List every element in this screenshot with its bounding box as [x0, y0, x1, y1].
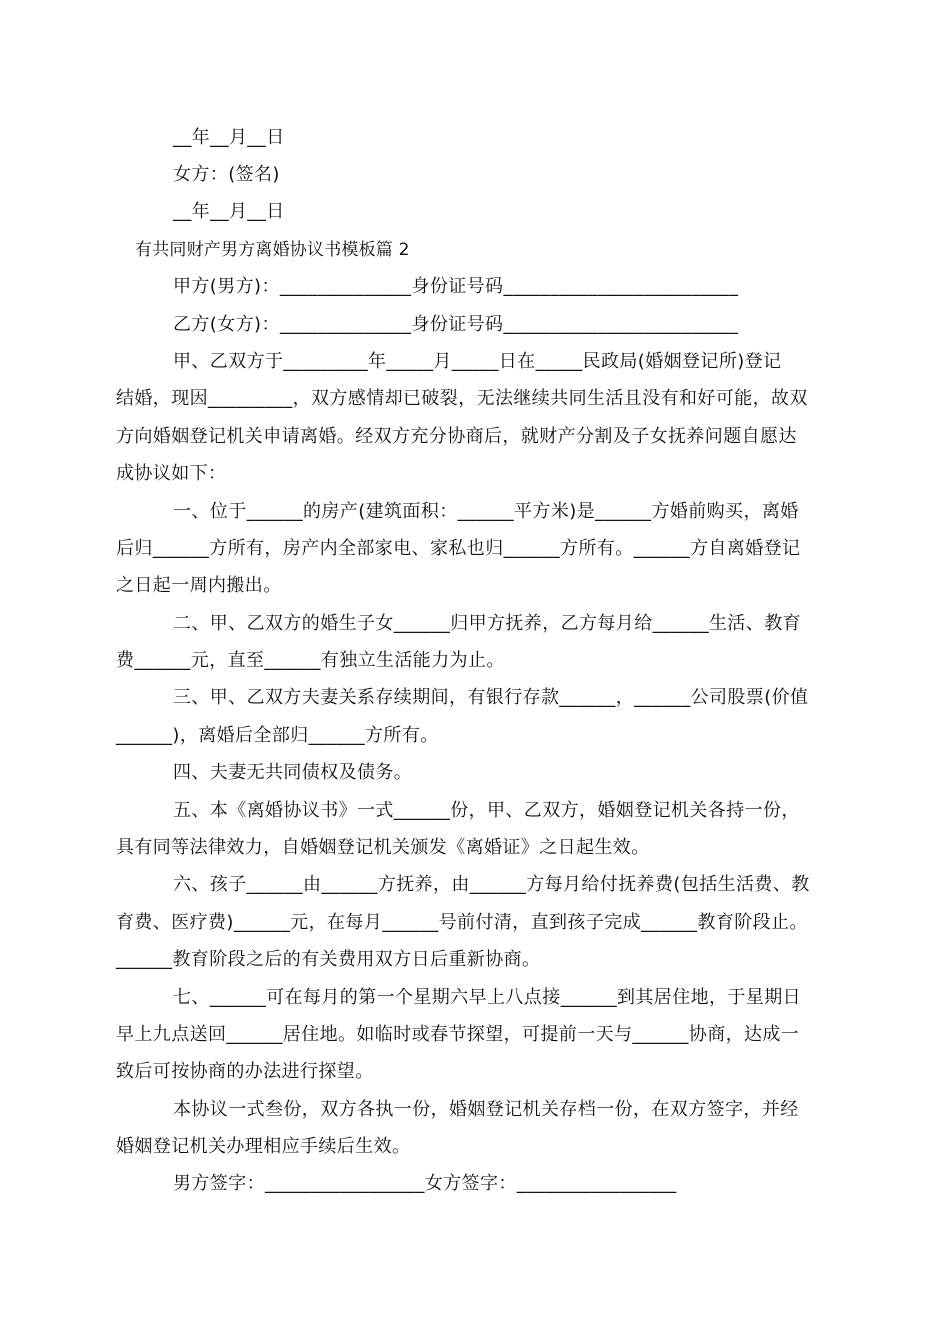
clause-3-line: 三、甲、乙双方夫妻关系存续期间，有银行存款______，______公司股票(价值: [173, 687, 809, 708]
clause-6-line: 育费、医疗费)______元，在每月______号前付清，直到孩子完成______教育阶段止。: [116, 912, 808, 933]
clause-6-line: 六、孩子______由______方抚养，由______方每月给付抚养费(包括生活费、教: [173, 874, 810, 895]
clause-7-line: 早上九点送回______居住地。如临时或春节探望，可提前一天与______协商，达成一: [116, 1024, 800, 1045]
clause-7-line: 致后可按协商的办法进行探望。: [116, 1061, 374, 1082]
intro-paragraph-line: 结婚，现因_________，双方感情却已破裂，无法继续共同生活且没有和好可能，故双: [116, 388, 808, 409]
clause-1-line: 后归______方所有，房产内全部家电、家私也归______方所有。______方自离婚登记: [116, 538, 801, 559]
clause-1-line: 一、位于______的房产(建筑面积：______平方米)是______方婚前购买，离婚: [173, 501, 799, 522]
party-a-line: 甲方(男方)：______________身份证号码_________________________: [173, 276, 739, 297]
clause-7-line: 七、______可在每月的第一个星期六早上八点接______到其居住地，于星期日: [173, 987, 801, 1008]
closing-paragraph-line: 本协议一式叁份，双方各执一份，婚姻登记机关存档一份，在双方签字，并经: [173, 1099, 799, 1120]
clause-5-line: 五、本《离婚协议书》一式______份，甲、乙双方，婚姻登记机关各持一份，: [173, 800, 800, 821]
clause-1-line: 之日起一周内搬出。: [116, 575, 282, 596]
clause-3-line: ______)，离婚后全部归______方所有。: [116, 725, 439, 746]
intro-paragraph-line: 成协议如下：: [116, 463, 227, 484]
date-line: __年__月__日: [173, 127, 285, 148]
clause-4-line: 四、夫妻无共同债权及债务。: [173, 762, 413, 783]
intro-paragraph-line: 方向婚姻登记机关申请离婚。经双方充分协商后，就财产分割及子女抚养问题自愿达: [116, 426, 797, 447]
date-line: __年__月__日: [173, 201, 285, 222]
female-signature-label: 女方：(签名): [173, 164, 280, 185]
clause-5-line: 具有同等法律效力，自婚姻登记机关颁发《离婚证》之日起生效。: [116, 837, 650, 858]
clause-2-line: 二、甲、乙双方的婚生子女______归甲方抚养，乙方每月给______生活、教育: [173, 613, 801, 634]
clause-2-line: 费______元，直至______有独立生活能力为止。: [116, 650, 505, 671]
clause-6-line: ______教育阶段之后的有关费用双方日后重新协商。: [116, 949, 541, 970]
signature-line: 男方签字：_________________女方签字：_________________: [173, 1173, 677, 1194]
closing-paragraph-line: 婚姻登记机关办理相应手续后生效。: [116, 1136, 411, 1157]
party-b-line: 乙方(女方)：______________身份证号码_________________________: [173, 314, 739, 335]
section-title: 有共同财产男方离婚协议书模板篇 2: [135, 240, 410, 260]
intro-paragraph-line: 甲、乙双方于_________年_____月_____日在_____民政局(婚姻登记所)登记: [173, 351, 782, 372]
